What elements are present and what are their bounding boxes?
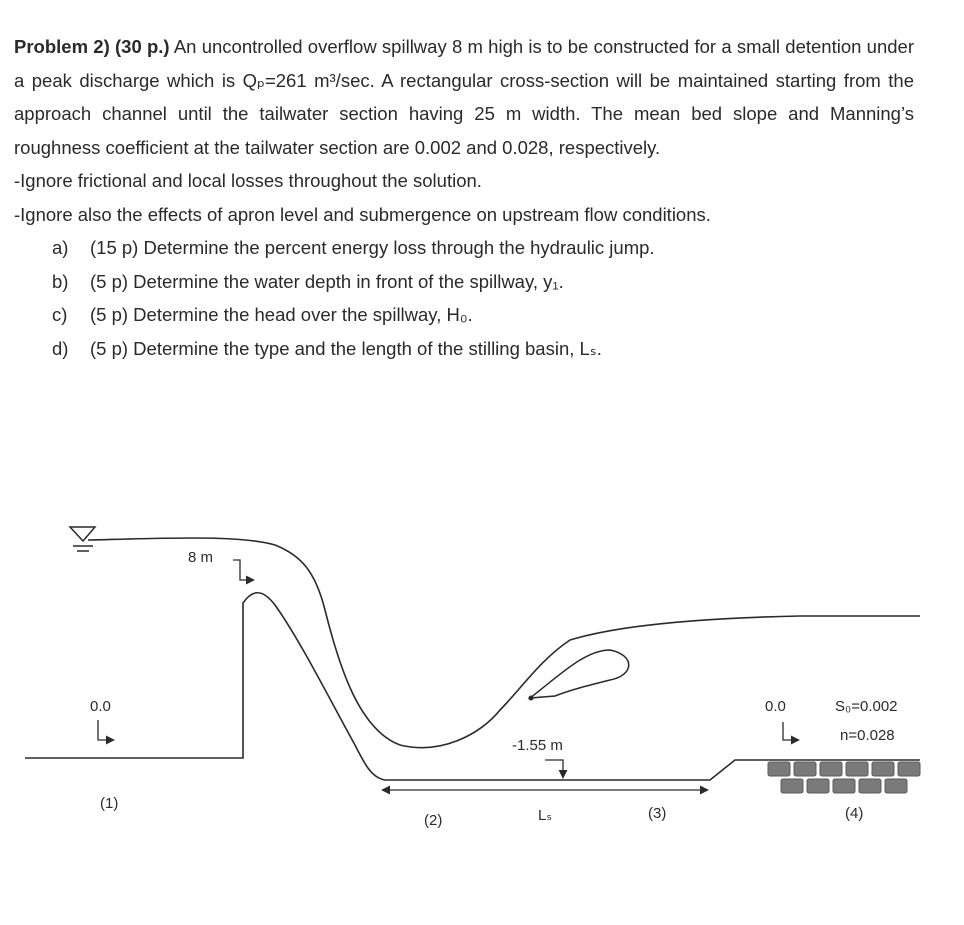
note-apron-level: -Ignore also the effects of apron level and submergence on upstream flow conditions. xyxy=(14,203,711,225)
spillway-height-arrow xyxy=(233,560,254,580)
section-label-3: (3) xyxy=(648,805,667,822)
part-letter: c) xyxy=(52,304,68,325)
basin-length-label: Lₛ xyxy=(538,807,552,824)
hydraulic-jump-roller xyxy=(530,650,629,698)
problem-statement xyxy=(14,30,914,164)
manning-roughness-label: n=0.028 xyxy=(840,727,895,744)
problem-body: An uncontrolled overflow spillway 8 m high is to be constructed for a small detention under a peak discharge which is Qₚ=261 m³/sec. A rectangular cross-section will be maintained starting from the approach channel until the tailwater section having 25 m width. The mean bed slope and Manning’s roughness coefficient at the tailwater section are 0.002 and 0.028, respectively. xyxy=(14,36,914,158)
question-part-c xyxy=(52,298,914,332)
part-letter: b) xyxy=(52,270,69,292)
bed-slope-label: S₀=0.002 xyxy=(835,698,898,715)
upstream-datum-arrow xyxy=(98,720,114,740)
section-label-4: (4) xyxy=(845,805,864,822)
part-text: (5 p) Determine the water depth in front of the spillway, y₁. xyxy=(90,270,564,292)
water-surface-symbol xyxy=(70,527,95,551)
part-letter: a) xyxy=(52,237,69,258)
tailwater-datum-label: 0.0 xyxy=(765,698,786,715)
channel-bed-profile xyxy=(25,593,920,780)
section-label-2: (2) xyxy=(424,812,443,829)
upstream-water-surface xyxy=(88,538,920,748)
spillway-diagram xyxy=(0,500,964,840)
part-letter: d) xyxy=(52,337,69,359)
part-text: (5 p) Determine the type and the length of the stilling basin, Lₛ. xyxy=(90,337,602,359)
problem-heading: Problem 2) (30 p.) xyxy=(14,36,170,57)
apron-level-arrow xyxy=(545,760,563,778)
riprap-stones xyxy=(768,762,920,793)
upstream-datum-label: 0.0 xyxy=(90,698,111,715)
part-text: (15 p) Determine the percent energy loss through the hydraulic jump. xyxy=(90,237,655,258)
question-part-b xyxy=(52,265,914,299)
apron-level-label: -1.55 m xyxy=(512,737,563,754)
note-frictional-losses: -Ignore frictional and local losses throughout the solution. xyxy=(14,170,482,191)
problem-text-block xyxy=(14,30,914,365)
tailwater-datum-arrow xyxy=(783,722,799,740)
question-part-a xyxy=(52,231,914,265)
roller-point xyxy=(529,696,534,701)
section-label-1: (1) xyxy=(100,795,119,812)
part-text: (5 p) Determine the head over the spillway, H₀. xyxy=(90,304,473,325)
question-part-d xyxy=(52,332,914,366)
question-parts-list xyxy=(14,231,914,365)
spillway-height-label: 8 m xyxy=(188,549,214,566)
